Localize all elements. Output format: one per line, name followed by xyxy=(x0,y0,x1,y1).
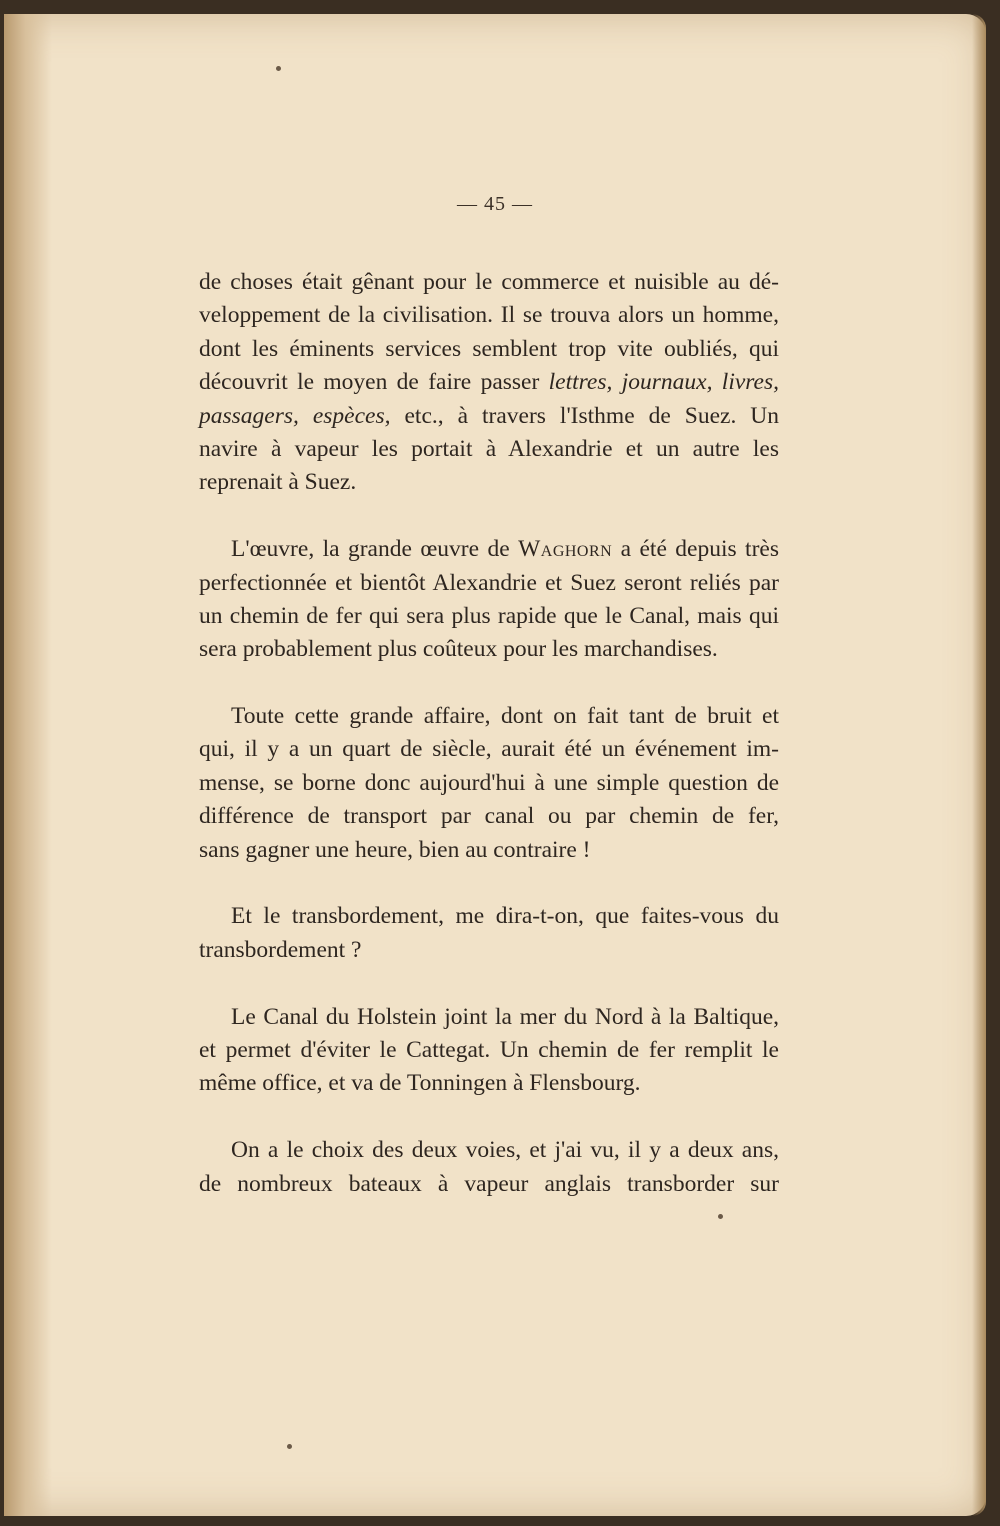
text-line: Toute cette grande affaire, dont on fait tant de bruit et xyxy=(231,703,779,730)
text-line: Et le transbordement, me dira-t-on, que faites-vous du xyxy=(231,903,779,930)
paragraph xyxy=(199,1134,779,1201)
italic-text: passagers, espèces, xyxy=(199,402,391,429)
text-line: qui, il y a un quart de siècle, aurait été un événement im- xyxy=(199,736,779,763)
paper-speck xyxy=(287,1444,292,1449)
text-line: transbordement ? xyxy=(199,936,362,963)
text-line: un chemin de fer qui sera plus rapide que le Canal, mais qui xyxy=(199,602,779,629)
text-line: veloppement de la civilisation. Il se trouva alors un homme, xyxy=(199,302,779,329)
book-page xyxy=(4,14,986,1516)
text-segment: a été depuis très xyxy=(612,536,779,563)
text-line xyxy=(199,400,779,433)
text-line: perfectionnée et bientôt Alexandrie et Suez seront reliés par xyxy=(199,569,779,596)
page-edge-shadow xyxy=(972,14,986,1516)
text-line: Le Canal du Holstein joint la mer du Nord à la Baltique, xyxy=(231,1003,779,1030)
page-gutter-shadow xyxy=(4,14,52,1516)
text-line xyxy=(199,366,779,399)
page-number: — 45 — xyxy=(457,193,533,215)
text-line: On a le choix des deux voies, et j'ai vu, il y a deux ans, xyxy=(231,1137,779,1164)
text-line: mense, se borne donc aujourd'hui à une simple question de xyxy=(199,769,779,796)
paragraph xyxy=(199,900,779,967)
text-line: et permet d'éviter le Cattegat. Un chemin de fer remplit le xyxy=(199,1036,779,1063)
text-line: de nombreux bateaux à vapeur anglais transborder sur xyxy=(199,1170,779,1197)
text-line: différence de transport par canal ou par chemin de fer, xyxy=(199,803,779,830)
paragraph xyxy=(199,1001,779,1101)
text-line: même office, et va de Tonningen à Flensbourg. xyxy=(199,1070,641,1097)
text-line: sans gagner une heure, bien au contraire ! xyxy=(199,836,591,863)
text-line: dont les éminents services semblent trop vite oubliés, qui xyxy=(199,335,779,362)
paragraph xyxy=(199,700,779,867)
text-line: de choses était gênant pour le commerce et nuisible au dé- xyxy=(199,269,779,295)
body-text xyxy=(199,266,779,1234)
text-line: sera probablement plus coûteux pour les marchandises. xyxy=(199,636,718,663)
text-segment: etc., à travers l'Isthme de Suez. Un xyxy=(404,402,780,429)
text-line: navire à vapeur les portait à Alexandrie et un autre les xyxy=(199,435,779,462)
paragraph xyxy=(199,533,779,667)
text-segment: L'œuvre, la grande œuvre de xyxy=(231,536,519,563)
text-line xyxy=(199,533,779,566)
paper-speck xyxy=(276,66,281,71)
text-segment: découvrit le moyen de faire passer xyxy=(199,369,549,396)
text-line: reprenait à Suez. xyxy=(199,469,357,496)
italic-text: lettres, journaux, livres, xyxy=(548,369,779,396)
person-name: Waghorn xyxy=(518,536,613,563)
paragraph xyxy=(199,266,779,500)
